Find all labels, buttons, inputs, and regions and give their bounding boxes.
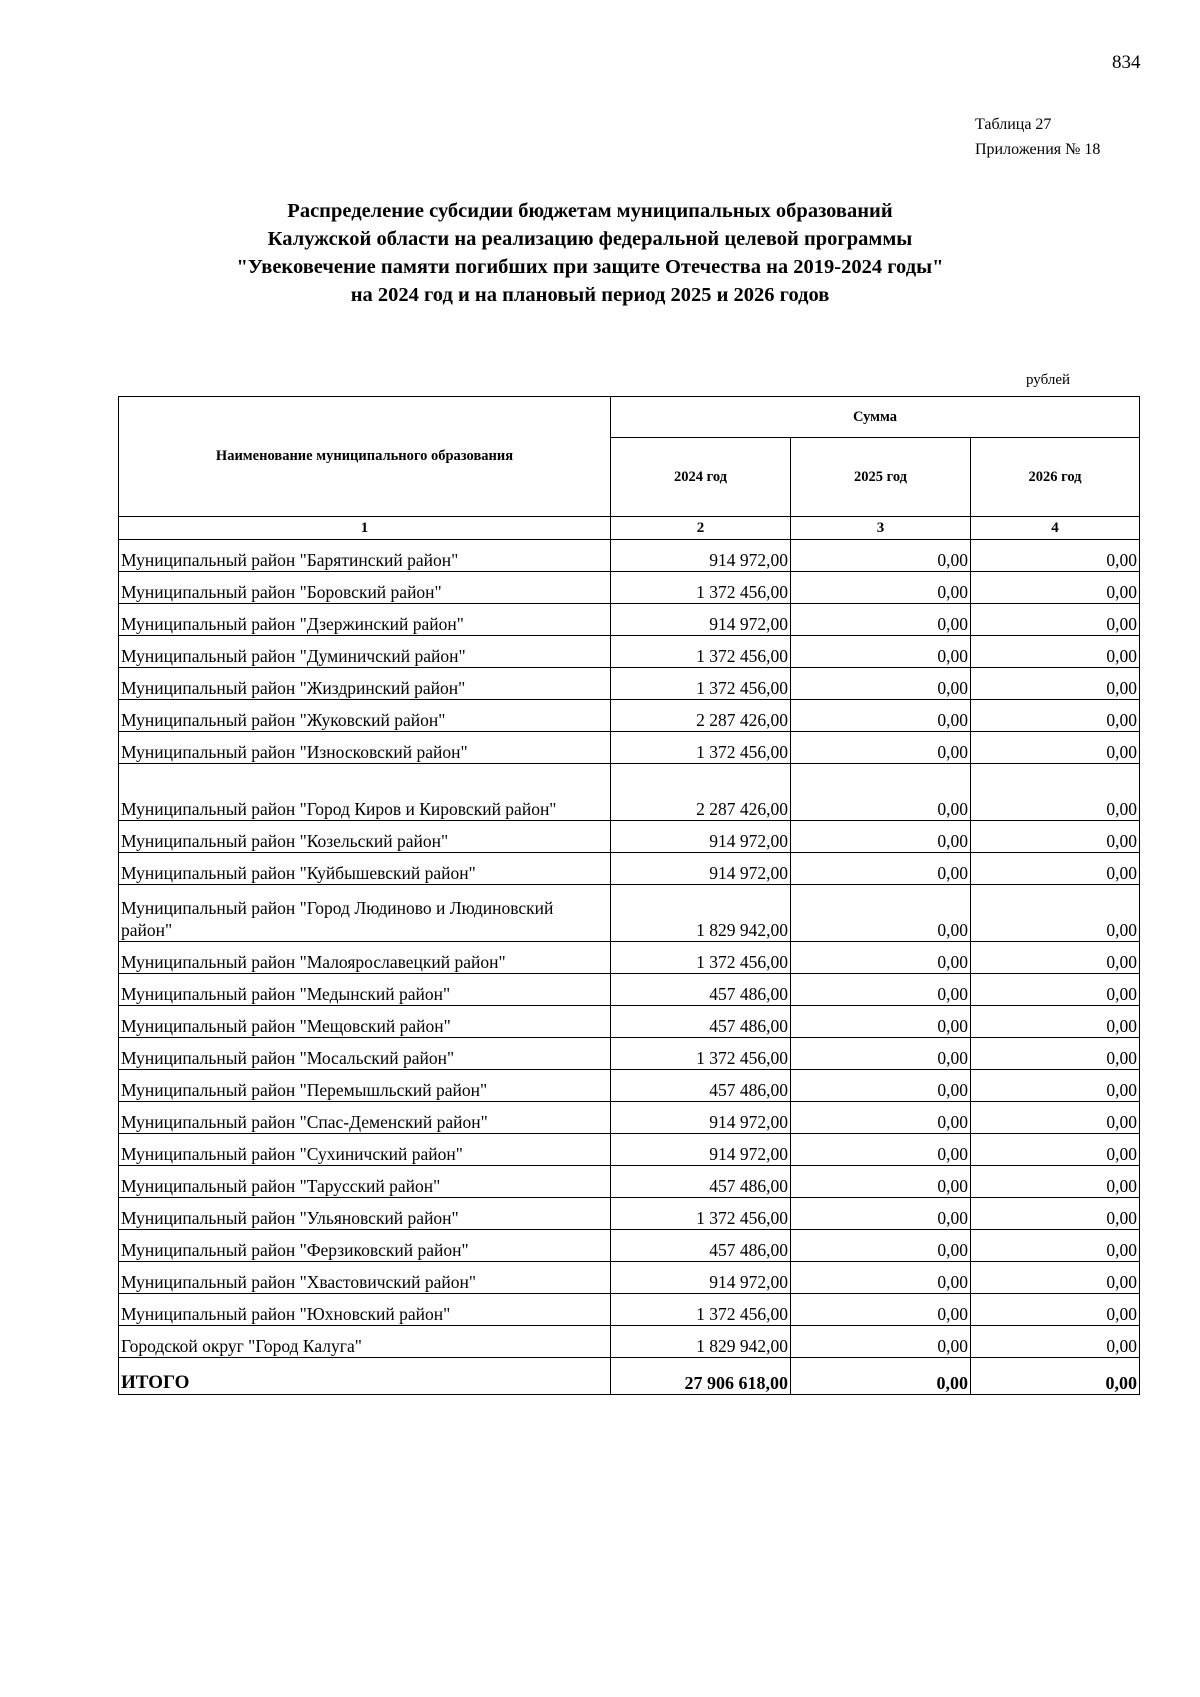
amount-2025: 0,00	[791, 853, 971, 885]
table-row	[119, 821, 1140, 853]
municipality-name: Муниципальный район "Износковский район"	[119, 732, 611, 764]
table-row	[119, 1326, 1140, 1358]
total-row	[119, 1358, 1140, 1395]
amount-2025: 0,00	[791, 1102, 971, 1134]
table-row	[119, 1134, 1140, 1166]
table-row	[119, 604, 1140, 636]
amount-2026: 0,00	[971, 1134, 1140, 1166]
amount-2026: 0,00	[971, 942, 1140, 974]
total-2026: 0,00	[971, 1358, 1140, 1395]
table-row	[119, 1038, 1140, 1070]
amount-2024: 1 372 456,00	[611, 1198, 791, 1230]
table-row	[119, 853, 1140, 885]
amount-2025: 0,00	[791, 540, 971, 572]
units-label: рублей	[1026, 372, 1071, 388]
table-row	[119, 974, 1140, 1006]
amount-2024: 2 287 426,00	[611, 764, 791, 821]
amount-2025: 0,00	[791, 572, 971, 604]
municipality-name: Муниципальный район "Жиздринский район"	[119, 668, 611, 700]
amount-2025: 0,00	[791, 1262, 971, 1294]
amount-2024: 2 287 426,00	[611, 700, 791, 732]
subsidy-table	[118, 396, 1140, 1395]
amount-2025: 0,00	[791, 1070, 971, 1102]
amount-2025: 0,00	[791, 821, 971, 853]
table-row	[119, 1102, 1140, 1134]
table-row	[119, 1294, 1140, 1326]
amount-2026: 0,00	[971, 1262, 1140, 1294]
column-number: 3	[791, 517, 971, 540]
municipality-name: Муниципальный район "Думиничский район"	[119, 636, 611, 668]
amount-2026: 0,00	[971, 700, 1140, 732]
amount-2026: 0,00	[971, 1102, 1140, 1134]
table-row	[119, 885, 1140, 942]
amount-2025: 0,00	[791, 1038, 971, 1070]
amount-2024: 914 972,00	[611, 540, 791, 572]
municipality-name: Муниципальный район "Спас-Деменский район"	[119, 1102, 611, 1134]
amount-2025: 0,00	[791, 1294, 971, 1326]
municipality-name: Муниципальный район "Юхновский район"	[119, 1294, 611, 1326]
amount-2024: 914 972,00	[611, 604, 791, 636]
amount-2024: 457 486,00	[611, 1070, 791, 1102]
amount-2025: 0,00	[791, 974, 971, 1006]
amount-2025: 0,00	[791, 1326, 971, 1358]
header-name: Наименование муниципального образования	[119, 397, 611, 517]
table-row	[119, 1262, 1140, 1294]
table-row	[119, 700, 1140, 732]
amount-2025: 0,00	[791, 636, 971, 668]
amount-2025: 0,00	[791, 732, 971, 764]
amount-2026: 0,00	[971, 885, 1140, 942]
municipality-name: Муниципальный район "Тарусский район"	[119, 1166, 611, 1198]
amount-2024: 914 972,00	[611, 1102, 791, 1134]
amount-2026: 0,00	[971, 604, 1140, 636]
amount-2024: 457 486,00	[611, 1166, 791, 1198]
page-number: 834	[1112, 52, 1141, 73]
amount-2026: 0,00	[971, 572, 1140, 604]
amount-2025: 0,00	[791, 885, 971, 942]
amount-2026: 0,00	[971, 974, 1140, 1006]
amount-2025: 0,00	[791, 668, 971, 700]
amount-2025: 0,00	[791, 1230, 971, 1262]
table-row	[119, 636, 1140, 668]
column-number: 1	[119, 517, 611, 540]
amount-2026: 0,00	[971, 853, 1140, 885]
amount-2025: 0,00	[791, 942, 971, 974]
amount-2026: 0,00	[971, 1038, 1140, 1070]
table-row	[119, 668, 1140, 700]
amount-2024: 1 372 456,00	[611, 636, 791, 668]
amount-2025: 0,00	[791, 764, 971, 821]
amount-2025: 0,00	[791, 1166, 971, 1198]
title-line: на 2024 год и на плановый период 2025 и 2026 годов	[350, 284, 830, 306]
total-2025: 0,00	[791, 1358, 971, 1395]
municipality-name: Муниципальный район "Перемышльский район"	[119, 1070, 611, 1102]
amount-2026: 0,00	[971, 732, 1140, 764]
amount-2024: 1 372 456,00	[611, 572, 791, 604]
table-row	[119, 1230, 1140, 1262]
table-body	[119, 540, 1140, 1358]
amount-2024: 914 972,00	[611, 853, 791, 885]
amount-2026: 0,00	[971, 1006, 1140, 1038]
amount-2024: 1 372 456,00	[611, 1038, 791, 1070]
amount-2025: 0,00	[791, 1006, 971, 1038]
amount-2026: 0,00	[971, 540, 1140, 572]
table-row	[119, 942, 1140, 974]
amount-2026: 0,00	[971, 1070, 1140, 1102]
table-row	[119, 1070, 1140, 1102]
amount-2026: 0,00	[971, 1166, 1140, 1198]
amount-2026: 0,00	[971, 1294, 1140, 1326]
column-number: 4	[971, 517, 1140, 540]
amount-2025: 0,00	[791, 700, 971, 732]
municipality-name: Муниципальный район "Барятинский район"	[119, 540, 611, 572]
header-sum: Сумма	[611, 397, 1140, 438]
municipality-name: Муниципальный район "Ферзиковский район"	[119, 1230, 611, 1262]
municipality-name: Муниципальный район "Боровский район"	[119, 572, 611, 604]
column-number: 2	[611, 517, 791, 540]
amount-2024: 457 486,00	[611, 974, 791, 1006]
amount-2025: 0,00	[791, 1198, 971, 1230]
municipality-name: Муниципальный район "Мещовский район"	[119, 1006, 611, 1038]
amount-2024: 1 372 456,00	[611, 1294, 791, 1326]
municipality-name: Муниципальный район "Дзержинский район"	[119, 604, 611, 636]
table-row	[119, 540, 1140, 572]
table-number: Таблица 27	[975, 116, 1052, 133]
municipality-name: Муниципальный район "Сухиничский район"	[119, 1134, 611, 1166]
amount-2024: 1 829 942,00	[611, 1326, 791, 1358]
amount-2026: 0,00	[971, 1198, 1140, 1230]
amount-2024: 914 972,00	[611, 821, 791, 853]
amount-2025: 0,00	[791, 604, 971, 636]
total-2024: 27 906 618,00	[611, 1358, 791, 1395]
amount-2024: 457 486,00	[611, 1006, 791, 1038]
amount-2024: 1 372 456,00	[611, 942, 791, 974]
header-year-2026: 2026 год	[971, 438, 1140, 517]
amount-2026: 0,00	[971, 764, 1140, 821]
amount-2024: 457 486,00	[611, 1230, 791, 1262]
table-row	[119, 732, 1140, 764]
title-line: "Увековечение памяти погибших при защите Отечества на 2019-2024 годы"	[236, 256, 944, 278]
municipality-name: Муниципальный район "Медынский район"	[119, 974, 611, 1006]
total-label: ИТОГО	[119, 1358, 611, 1395]
header-year-2025: 2025 год	[791, 438, 971, 517]
document-title	[140, 197, 1040, 309]
amount-2026: 0,00	[971, 821, 1140, 853]
amount-2024: 1 372 456,00	[611, 732, 791, 764]
amount-2024: 914 972,00	[611, 1134, 791, 1166]
amount-2024: 1 829 942,00	[611, 885, 791, 942]
amount-2024: 914 972,00	[611, 1262, 791, 1294]
title-line: Калужской области на реализацию федеральной целевой программы	[267, 228, 913, 250]
municipality-name: Муниципальный район "Малоярославецкий район"	[119, 942, 611, 974]
table-row	[119, 1166, 1140, 1198]
table-reference	[975, 112, 1100, 162]
amount-2026: 0,00	[971, 668, 1140, 700]
table-row	[119, 1006, 1140, 1038]
header-year-2024: 2024 год	[611, 438, 791, 517]
municipality-name: Муниципальный район "Город Людиново и Людиновский район"	[119, 885, 611, 942]
amount-2026: 0,00	[971, 1326, 1140, 1358]
municipality-name: Муниципальный район "Куйбышевский район"	[119, 853, 611, 885]
appendix-number: Приложения № 18	[975, 141, 1101, 158]
amount-2026: 0,00	[971, 636, 1140, 668]
municipality-name: Муниципальный район "Ульяновский район"	[119, 1198, 611, 1230]
amount-2024: 1 372 456,00	[611, 668, 791, 700]
table-row	[119, 764, 1140, 821]
municipality-name: Городской округ "Город Калуга"	[119, 1326, 611, 1358]
table-row	[119, 1198, 1140, 1230]
municipality-name: Муниципальный район "Хвастовичский район"	[119, 1262, 611, 1294]
municipality-name: Муниципальный район "Город Киров и Кировский район"	[119, 764, 611, 821]
table-row	[119, 572, 1140, 604]
municipality-name: Муниципальный район "Мосальский район"	[119, 1038, 611, 1070]
municipality-name: Муниципальный район "Козельский район"	[119, 821, 611, 853]
amount-2025: 0,00	[791, 1134, 971, 1166]
amount-2026: 0,00	[971, 1230, 1140, 1262]
municipality-name: Муниципальный район "Жуковский район"	[119, 700, 611, 732]
title-line: Распределение субсидии бюджетам муниципальных образований	[287, 200, 893, 222]
